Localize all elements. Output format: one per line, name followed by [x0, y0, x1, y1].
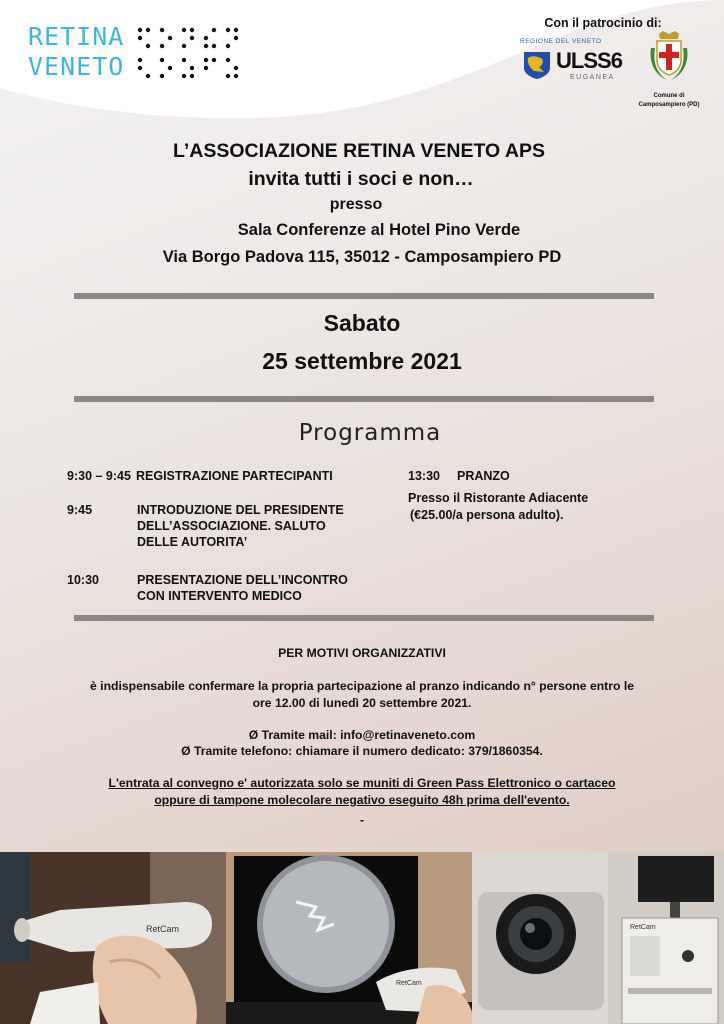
divider-3: [74, 615, 654, 621]
patronage-title: Con il patrocinio di:: [544, 16, 662, 30]
invitation-header: [0, 137, 724, 271]
event-day: Sabato: [323, 310, 401, 336]
notice-body-line-1: è indispensabile confermare la propria partecipazione al pranzo indicando n° persone entro le: [90, 679, 634, 693]
photo-fundus-monitor: [226, 852, 472, 1024]
notice-body-line-2: ore 12.00 di lunedì 20 settembre 2021.: [252, 696, 472, 710]
retcam-cart-image: [608, 852, 724, 1024]
contact-mail: Ø Tramite mail: info@retinaveneto.com: [248, 728, 476, 742]
greenpass-line-2: oppure di tampone molecolare negativo eseguito 48h prima dell'evento.: [154, 793, 570, 807]
lunch-label: PRANZO: [457, 469, 510, 483]
retcam-label: RetCam: [146, 924, 180, 934]
program-title: Programma: [298, 420, 442, 446]
contact-phone: Ø Tramite telefono: chiamare il numero dedicato: 379/1860354.: [181, 744, 543, 758]
dash-mark: -: [359, 813, 365, 827]
ulss-number: 6: [610, 48, 622, 73]
program-item-text: INTRODUZIONE DEL PRESIDENTE DELL’ASSOCIAZIONE. SALUTO DELLE AUTORITA’: [137, 503, 344, 549]
lion-of-saint-mark-icon: [522, 50, 552, 80]
photo-retcam-handpiece: [0, 852, 226, 1024]
logo-line-1: RETINA: [28, 22, 125, 51]
region-label: REGIONE DEL VENETO: [520, 38, 602, 45]
lunch-block: [408, 468, 648, 528]
comune-label-line-1: Comune di: [653, 93, 685, 99]
divider-2: [74, 396, 654, 402]
program-item: [67, 502, 387, 552]
comune-crest: [636, 30, 702, 112]
association-title: L’ASSOCIAZIONE RETINA VENETO APS: [173, 140, 545, 162]
program-item: [67, 468, 387, 484]
program-item-text: PRESENTAZIONE DELL’INCONTRO CON INTERVENTO MEDICO: [137, 573, 348, 603]
retcam-label-2: RetCam: [396, 980, 422, 987]
venue-address: Via Borgo Padova 115, 35012 - Camposampiero PD: [162, 248, 562, 266]
program-item-time: 9:45: [67, 503, 93, 517]
retcam-handpiece-image: [0, 852, 226, 1024]
camera-lens-image: [472, 852, 608, 1024]
regione-veneto-ulss6-logo: [520, 38, 620, 90]
comune-coat-of-arms-icon: [647, 30, 691, 86]
comune-label-line-2: Camposampiero (PD): [638, 102, 700, 108]
lunch-price: (€25.00/a persona adulto).: [410, 508, 564, 522]
invitation-line: invita tutti i soci e non…: [248, 168, 474, 190]
photo-retcam-cart: [608, 852, 724, 1024]
divider-1: [74, 293, 654, 299]
lunch-place: Presso il Ristorante Adiacente: [408, 491, 589, 505]
logo-line-2: VENETO: [28, 52, 125, 81]
patronage-block: [518, 16, 708, 111]
retcam-label-3: RetCam: [630, 924, 656, 931]
program-item-time: 10:30: [67, 573, 99, 587]
braille-dots-icon: [136, 26, 246, 82]
ulss-logo-text: [556, 48, 622, 74]
ulss-text: ULSS: [556, 48, 611, 73]
photo-strip: [0, 852, 724, 1024]
notice-heading: PER MOTIVI ORGANIZZATIVI: [278, 646, 446, 660]
ulss-subtitle: EUGANEA: [570, 74, 615, 81]
lunch-time: 13:30: [408, 469, 440, 483]
event-date: 25 settembre 2021: [262, 348, 462, 374]
fundus-monitor-image: [226, 852, 472, 1024]
program-item-time: 9:30 – 9:45: [67, 469, 131, 483]
program-item-text: REGISTRAZIONE PARTECIPANTI: [136, 469, 333, 483]
photo-lens: [472, 852, 608, 1024]
greenpass-line-1: L'entrata al convegno e' autorizzata solo se muniti di Green Pass Elettronico o cartaceo: [108, 776, 616, 790]
program-item: [67, 572, 387, 606]
retina-veneto-logo: [28, 22, 124, 82]
venue-name: Sala Conferenze al Hotel Pino Verde: [237, 221, 521, 239]
presso-line: presso: [329, 196, 383, 213]
